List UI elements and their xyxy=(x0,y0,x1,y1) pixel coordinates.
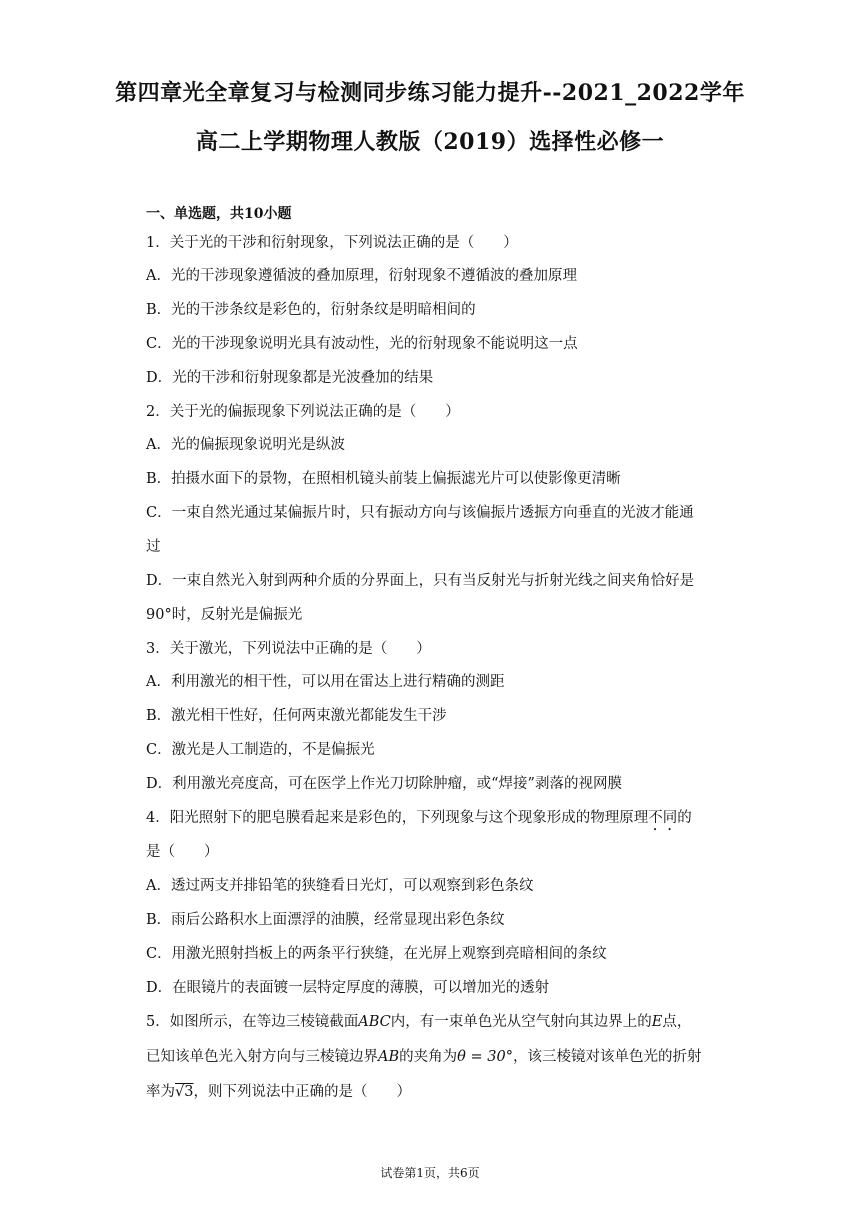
question-2-option-a: A．光的偏振现象说明光是纵波 xyxy=(146,437,345,453)
question-1-option-c: C．光的干涉现象说明光具有波动性，光的衍射现象不能说明这一点 xyxy=(146,336,578,352)
q5-text-8: ，则下列说法中正确的是（ ） xyxy=(193,1084,411,1100)
question-5-line-3 xyxy=(146,1080,411,1101)
question-5-line-1 xyxy=(146,1010,691,1031)
question-1-option-b: B．光的干涉条纹是彩色的，衍射条纹是明暗相间的 xyxy=(146,302,476,318)
q5-text-4: 已知该单色光入射方向与三棱镜边界 xyxy=(146,1049,378,1065)
question-4-option-c: C．用激光照射挡板上的两条平行狭缝，在光屏上观察到亮暗相间的条纹 xyxy=(146,946,607,962)
question-3-option-a: A．利用激光的相干性，可以用在雷达上进行精确的测距 xyxy=(146,674,505,690)
question-1-option-d: D．光的干涉和衍射现象都是光波叠加的结果 xyxy=(146,370,434,386)
question-2-option-b: B．拍摄水面下的景物，在照相机镜头前装上偏振滤光片可以使影像更清晰 xyxy=(146,471,621,487)
title-line-1: 第四章光全章复习与检测同步练习能力提升--2021_2022学年 xyxy=(115,80,745,106)
q5-text-2: 内，有一束单色光从空气射向其边界上的 xyxy=(390,1014,652,1030)
question-3-option-d: D．利用激光亮度高，可在医学上作光刀切除肿瘤，或“焊接”剥落的视网膜 xyxy=(146,776,622,792)
question-5-line-2 xyxy=(146,1045,701,1066)
q5-text-6: ，该三棱镜对该单色光的折射 xyxy=(512,1049,702,1065)
question-3-stem: 3．关于激光，下列说法中正确的是（ ） xyxy=(146,641,431,657)
q5-var-ab: AB xyxy=(378,1049,400,1065)
question-2-option-d: D．一束自然光入射到两种介质的分界面上，只有当反射光与折射光线之间夹角恰好是 xyxy=(146,573,695,589)
section-heading: 一、单选题，共10小题 xyxy=(146,206,292,222)
page-footer: 试卷第1页，共6页 xyxy=(380,1166,480,1180)
question-4-option-a: A．透过两支并排铅笔的狭缝看日光灯，可以观察到彩色条纹 xyxy=(146,878,534,894)
question-4-stem-end: 的 xyxy=(677,810,692,826)
title-line-2: 高二上学期物理人教版（2019）选择性必修一 xyxy=(195,129,665,155)
q5-var-abc: ABC xyxy=(358,1014,391,1030)
q5-sqrt-3: √3 xyxy=(175,1084,194,1100)
question-4-stem-text: 4．阳光照射下的肥皂膜看起来是彩色的，下列现象与这个现象形成的物理原理 xyxy=(146,810,649,826)
q5-text-1: 5．如图所示，在等边三棱镜截面 xyxy=(146,1014,359,1030)
question-3-option-b: B．激光相干性好，任何两束激光都能发生干涉 xyxy=(146,708,447,724)
question-4-stem-cont: 是（ ） xyxy=(146,844,219,860)
q5-var-e: E xyxy=(651,1014,663,1030)
q5-text-3: 点， xyxy=(662,1014,692,1030)
question-2-option-d-cont: 90°时，反射光是偏振光 xyxy=(146,607,303,623)
question-1-stem: 1．关于光的干涉和衍射现象，下列说法正确的是（ ） xyxy=(146,235,518,251)
question-4-emphasis: 不同 xyxy=(648,810,678,826)
question-4-option-b: B．雨后公路积水上面漂浮的油膜，经常显现出彩色条纹 xyxy=(146,912,505,928)
question-4-stem xyxy=(146,806,692,834)
question-2-stem: 2．关于光的偏振现象下列说法正确的是（ ） xyxy=(146,404,460,420)
question-2-option-c: C．一束自然光通过某偏振片时，只有振动方向与该偏振片透振方向垂直的光波才能通 xyxy=(146,505,694,521)
question-2-option-c-cont: 过 xyxy=(146,539,161,555)
question-4-option-d: D．在眼镜片的表面镀一层特定厚度的薄膜，可以增加光的透射 xyxy=(146,980,550,996)
question-3-option-c: C．激光是人工制造的，不是偏振光 xyxy=(146,742,375,758)
q5-theta-formula: θ = 30° xyxy=(457,1049,513,1065)
q5-text-7: 率为 xyxy=(146,1084,175,1100)
question-1-option-a: A．光的干涉现象遵循波的叠加原理，衍射现象不遵循波的叠加原理 xyxy=(146,268,577,284)
q5-text-5: 的夹角为 xyxy=(399,1049,458,1065)
